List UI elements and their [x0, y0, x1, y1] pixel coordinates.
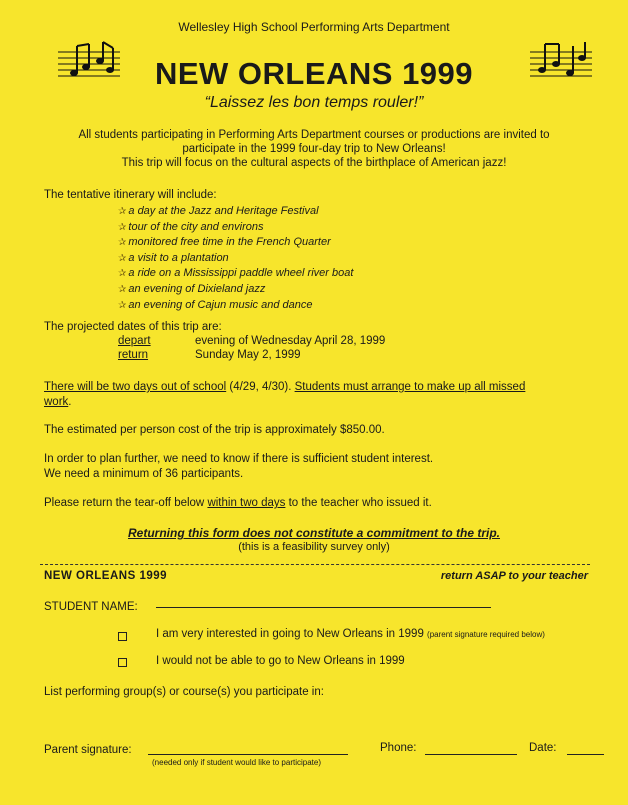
- star-icon: ✰: [118, 299, 127, 311]
- phone-label: Phone:: [380, 742, 417, 754]
- list-item: ✰ an evening of Cajun music and dance: [118, 298, 313, 311]
- tearoff-title: NEW ORLEANS 1999: [44, 570, 168, 582]
- student-name-field[interactable]: [156, 606, 491, 608]
- return-instructions: Please return the tear-off below within two days to the teacher who issued it.: [44, 497, 432, 509]
- interest-text: In order to plan further, we need to know if there is sufficient student interest. We need a minimum of 36 participants.: [44, 453, 434, 480]
- not-able-checkbox[interactable]: [118, 658, 127, 667]
- parent-signature-field[interactable]: [148, 753, 348, 755]
- phone-field[interactable]: [425, 753, 517, 755]
- intro-line-3: This trip will focus on the cultural aspects of the birthplace of American jazz!: [121, 157, 507, 169]
- list-item: ✰ a visit to a plantation: [118, 251, 229, 264]
- intro-text: [0, 128, 628, 170]
- feasibility-note: (this is a feasibility survey only): [238, 541, 390, 553]
- option-interested: I am very interested in going to New Orleans in 1999 (parent signature required below): [156, 628, 545, 640]
- star-icon: ✰: [118, 221, 127, 233]
- date-field[interactable]: [567, 753, 604, 755]
- depart-label: depart: [118, 335, 151, 347]
- dates-heading: The projected dates of this trip are:: [44, 321, 222, 333]
- option-not-able: I would not be able to go to New Orleans in 1999: [156, 655, 405, 667]
- list-item: ✰ monitored free time in the French Quarter: [118, 236, 331, 249]
- list-item: ✰ a ride on a Mississippi paddle wheel river boat: [118, 267, 354, 280]
- date-label: Date:: [529, 742, 557, 754]
- list-item: ✰ a day at the Jazz and Heritage Festival: [118, 205, 319, 217]
- school-days-notice: There will be two days out of school (4/29, 4/30). Students must arrange to make up all missed work.: [44, 381, 526, 408]
- intro-line-1: All students participating in Performing Arts Department courses or productions are invited to: [78, 129, 550, 141]
- student-name-label: STUDENT NAME:: [44, 601, 138, 613]
- parent-signature-label: Parent signature:: [44, 744, 132, 756]
- star-icon: ✰: [118, 237, 127, 249]
- list-item: ✰ tour of the city and environs: [118, 220, 264, 233]
- parent-signature-note: (needed only if student would like to participate): [152, 758, 321, 767]
- tearoff-return-note: return ASAP to your teacher: [440, 570, 588, 582]
- itinerary-heading: The tentative itinerary will include:: [44, 189, 217, 201]
- return-value: Sunday May 2, 1999: [195, 349, 301, 361]
- interested-checkbox[interactable]: [118, 632, 127, 641]
- parent-signature-required-note: (parent signature required below): [427, 630, 545, 639]
- department-name: Wellesley High School Performing Arts Department: [178, 20, 450, 34]
- itinerary-list: [118, 204, 353, 313]
- return-label: return: [118, 349, 149, 361]
- page-title: NEW ORLEANS 1999: [154, 56, 474, 91]
- list-item: ✰ an evening of Dixieland jazz: [118, 282, 266, 295]
- star-icon: ✰: [118, 206, 127, 217]
- star-icon: ✰: [118, 268, 127, 280]
- groups-label: List performing group(s) or course(s) you participate in:: [44, 686, 324, 698]
- star-icon: ✰: [118, 252, 127, 264]
- star-icon: ✰: [118, 283, 127, 295]
- tear-off-line: [40, 564, 590, 565]
- cost-text: The estimated per person cost of the trip is approximately $850.00.: [44, 424, 385, 436]
- intro-line-2: participate in the 1999 four-day trip to New Orleans!: [182, 143, 446, 155]
- depart-value: evening of Wednesday April 28, 1999: [195, 335, 386, 347]
- commitment-notice: Returning this form does not constitute a commitment to the trip.: [127, 526, 500, 540]
- motto: “Laissez les bon temps rouler!”: [204, 94, 424, 111]
